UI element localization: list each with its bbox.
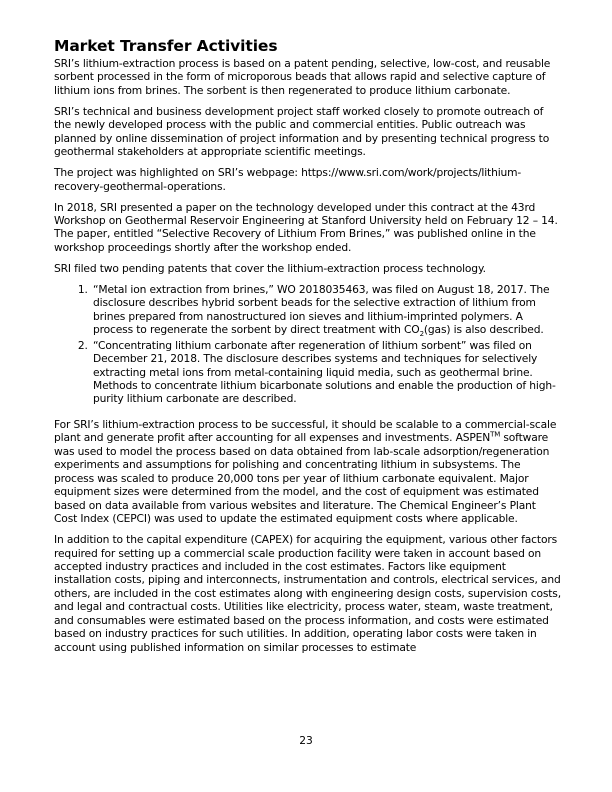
paragraph-aspen (54, 418, 562, 526)
paragraph-text: For SRI’s lithium-extraction process to be successful, it should be scalable to a commercial-scale plant and generate profit after accounting for all expenses and investments. ASPEN (54, 417, 557, 445)
paragraph-outreach: SRI’s technical and business development project staff worked closely to promote outreach of the newly developed process with the public and commercial entities. Public outreach was planned by online dissemination of project information and by presenting technical progress to geothermal stakeholders at appropriate scientific meetings. (54, 104, 550, 159)
trademark-superscript: TM (490, 430, 501, 439)
section-heading: Market Transfer Activities (54, 37, 278, 55)
page-number: 23 (299, 734, 313, 747)
patent-list-item (91, 283, 562, 337)
patent-list (54, 283, 562, 406)
paragraph-webpage: The project was highlighted on SRI’s webpage: https://www.sri.com/work/projects/lithium-recovery-geothermal-operations. (54, 166, 522, 193)
document-page (54, 36, 562, 662)
paragraph-overview: SRI’s lithium-extraction process is based on a patent pending, selective, low-cost, and reusable sorbent processed in the form of microporous beads that allows rapid and selective capture of lithium ions from brines. The sorbent is then regenerated to produce lithium carbonate. (54, 57, 551, 97)
subscript: 2 (419, 330, 424, 339)
paragraph-text: software was used to model the process based on data obtained from lab-scale adsorption/regeneration experiments and assumptions for polishing and concentrating lithium in subsystems. The process was scaled to produce 20,000 tons per year of lithium carbonate equivalent. Major equipment sizes were determined from the model, and the cost of equipment was estimated based on data available from various websites and literature. The Chemical Engineer’s Plant Cost Index (CEPCI) was used to update the estimated equipment costs where applicable. (54, 431, 550, 526)
patent-text: “Concentrating lithium carbonate after regeneration of lithium sorbent” was filed on December 21, 2018. The disclosure describes systems and techniques for selectively extracting metal ions from metal-containing liquid media, such as geothermal brine. Methods to concentrate lithium bicarbonate solutions and enable the production of high-purity lithium carbonate are described. (93, 338, 556, 406)
paragraph-capex: In addition to the capital expenditure (CAPEX) for acquiring the equipment, various other factors required for setting up a commercial scale production facility were taken in account based on accepted industry practices and included in the cost estimates. Factors like equipment installation costs, piping and interconnects, instrumentation and controls, electrical services, and others, are included in the cost estimates along with engineering design costs, supervision costs, and legal and contractual costs. Utilities like electricity, process water, steam, waste treatment, and consumables were estimated based on the process information, and costs were estimated based on industry practices for such utilities. In addition, operating labor costs were taken in account using published information on similar processes to estimate (54, 533, 561, 654)
patent-list-item (91, 339, 562, 406)
paragraph-patents-intro: SRI filed two pending patents that cover the lithium-extraction process technology. (54, 261, 486, 275)
paragraph-workshop: In 2018, SRI presented a paper on the technology developed under this contract at the 43rd Workshop on Geothermal Reservoir Engineering at Stanford University held on February 12 – 14. The paper, entitled “Selective Recovery of Lithium From Brines,” was published online in the workshop proceedings shortly after the workshop ended. (54, 200, 558, 254)
patent-text: (gas) is also described. (423, 323, 544, 337)
patent-text: “Metal ion extraction from brines,” WO 2018035463, was filed on August 18, 2017. The disclosure describes hybrid sorbent beads for the selective extraction of lithium from brines prepared from nanostructured ion sieves and lithium-imprinted polymers. A process to regenerate the sorbent by direct treatment with CO (93, 282, 550, 337)
